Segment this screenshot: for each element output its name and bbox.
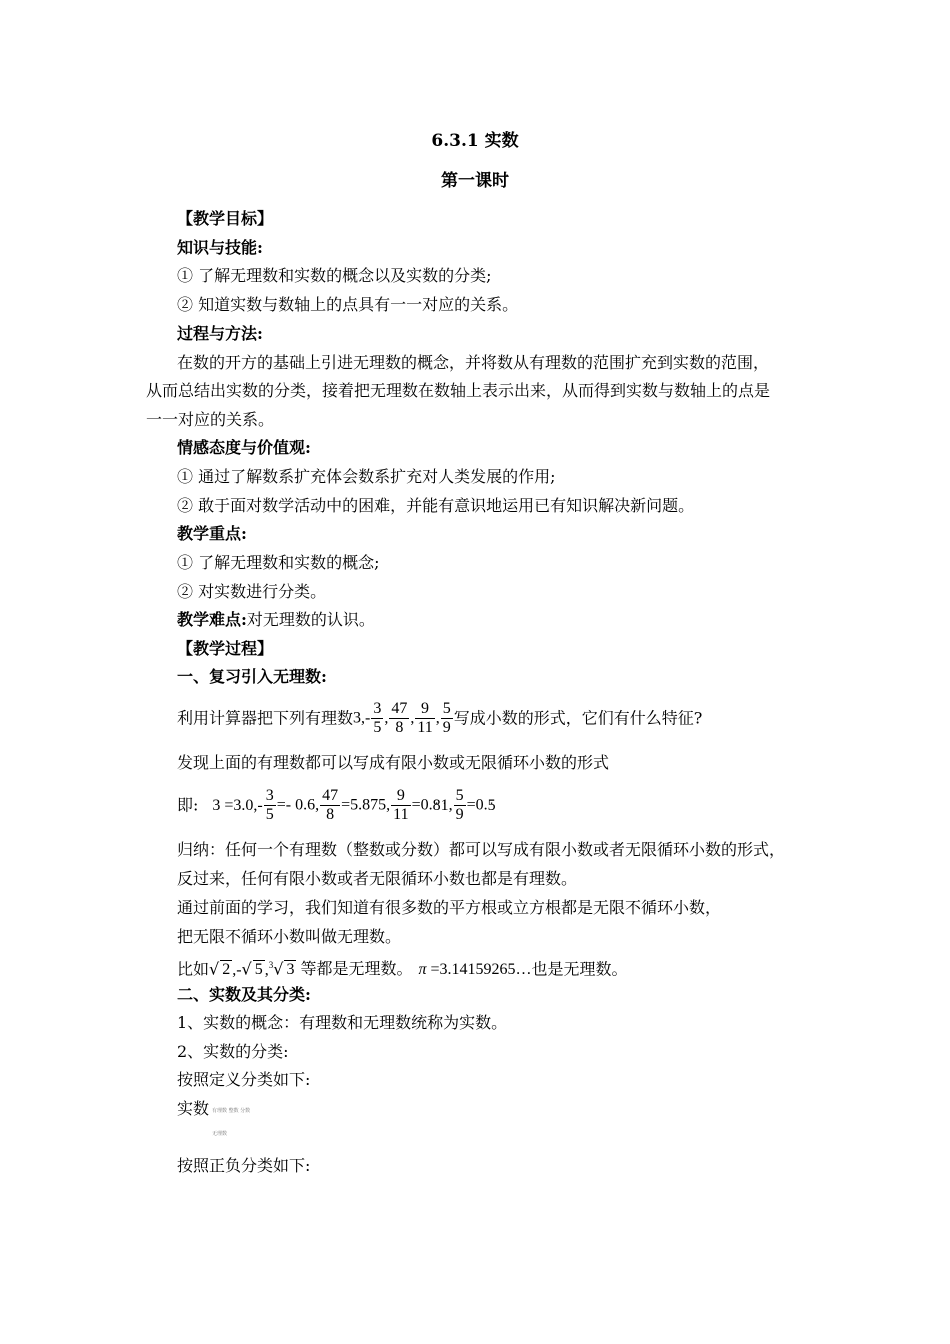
cube-root-index: 3 (268, 960, 274, 970)
answer-value-3-prefix: =0. (411, 796, 433, 814)
pi-symbol: π (418, 961, 427, 979)
key-point-2: ② 对实数进行分类。 (177, 582, 327, 601)
answer-three: 3 =3.0,- (212, 796, 263, 814)
fraction-numerator: 47 (322, 787, 339, 804)
question-prefix: 利用计算器把下列有理数 (177, 708, 354, 728)
fraction-3-5 (371, 700, 383, 737)
fraction-47-8 (320, 787, 340, 824)
comma: , (448, 796, 453, 814)
classification-tree-branch-1: 有理数 整数 分数 (212, 1108, 251, 1114)
fraction-denominator: 5 (373, 719, 382, 736)
radicand-5: 5 (254, 961, 263, 979)
knowledge-header: 知识与技能: (177, 238, 263, 257)
induction-line-1: 归纳：任何一个有理数（整数或分数）都可以写成有限小数或者无限循环小数的形式， (177, 840, 786, 859)
difficulty-line (177, 610, 375, 630)
sqrt-symbol: √ (209, 959, 220, 979)
process-paragraph-line-1: 在数的开方的基础上引进无理数的概念，并将数从有理数的范围扩充到实数的范围， (177, 353, 770, 372)
process-header: 过程与方法: (177, 324, 263, 343)
fraction-numerator: 47 (391, 700, 408, 717)
key-points-header: 教学重点: (177, 524, 247, 543)
fraction-numerator: 3 (265, 787, 274, 804)
knowledge-item-2: ② 知道实数与数轴上的点具有一一对应的关系。 (177, 295, 519, 314)
comma: , (264, 961, 269, 979)
learning-line-1: 通过前面的学习，我们知道有很多数的平方根或立方根都是无限不循环小数， (177, 898, 722, 917)
repeating-digit: · 5 (488, 797, 496, 814)
repeating-digit: · 8 (433, 797, 441, 814)
fraction-9-11 (391, 787, 410, 824)
learning-line-2: 把无限不循环小数叫做无理数。 (177, 927, 402, 946)
answer-line (177, 785, 496, 826)
classify-by-definition: 按照定义分类如下: (177, 1070, 311, 1089)
difficulty-text: 对无理数的认识。 (246, 610, 375, 629)
doc-title: 6.3.1 实数 (431, 131, 519, 151)
fraction-numerator: 3 (373, 700, 382, 717)
key-point-1: ① 了解无理数和实数的概念; (177, 553, 380, 572)
question-line (177, 698, 702, 739)
fraction-denominator: 8 (395, 719, 404, 736)
fraction-9-11 (415, 700, 434, 737)
fraction-numerator: 9 (391, 787, 410, 806)
answer-value-3 (412, 797, 453, 814)
comma: , (435, 709, 440, 727)
knowledge-item-1: ① 了解无理数和实数的概念以及实数的分类; (177, 266, 492, 285)
difficulty-label: 教学难点: (177, 610, 247, 629)
example-mid: 等都是无理数。 (300, 959, 413, 979)
fraction-denominator: 9 (442, 719, 451, 736)
answer-value-4 (467, 797, 496, 814)
pi-value: =3.14159265… (430, 961, 532, 979)
fraction-denominator: 8 (326, 806, 335, 823)
real-number-concept: 1、实数的概念：有理数和无理数统称为实数。 (177, 1013, 508, 1032)
comma: , (384, 709, 389, 727)
fraction-denominator: 5 (265, 806, 274, 823)
fraction-47-8 (389, 700, 409, 737)
sqrt-symbol: √ (241, 959, 252, 979)
comma: , (410, 709, 415, 727)
repeating-digit: · 1 (441, 797, 449, 814)
radicand-2: 2 (222, 961, 231, 979)
fraction-5-9 (441, 700, 453, 737)
process-paragraph-line-2: 从而总结出实数的分类，接着把无理数在数轴上表示出来，从而得到实数与数轴上的点是 (146, 381, 771, 400)
emotion-item-2: ② 敢于面对数学活动中的困难，并能有意识地运用已有知识解决新问题。 (177, 496, 695, 515)
emotion-item-1: ① 通过了解数系扩充体会数系扩充对人类发展的作用; (177, 467, 556, 486)
classification-tree-branch-2: 无理数 (212, 1131, 228, 1137)
finding-line: 发现上面的有理数都可以写成有限小数或无限循环小数的形式 (177, 753, 610, 772)
emotion-header: 情感态度与价值观: (177, 438, 311, 457)
objectives-header: 【教学目标】 (177, 209, 274, 228)
radicand-3: 3 (286, 961, 295, 979)
fraction-denominator: 9 (455, 806, 464, 823)
fraction-5-9 (454, 787, 466, 824)
answer-value-2: =5.875, (341, 796, 391, 814)
section-2-header: 二、实数及其分类: (177, 985, 311, 1004)
doc-subtitle: 第一课时 (441, 171, 509, 191)
question-suffix: 写成小数的形式，它们有什么特征? (453, 708, 703, 728)
minus-sign: ,- (232, 961, 242, 979)
ji-label: 即: (177, 795, 199, 815)
example-line (177, 954, 628, 981)
fraction-denominator: 11 (417, 719, 433, 736)
example-prefix: 比如 (177, 959, 210, 979)
cube-root-symbol: √ (273, 959, 284, 979)
answer-value-1: =- 0.6, (276, 796, 320, 814)
answer-value-4-prefix: =0. (466, 796, 488, 814)
classify-by-sign: 按照正负分类如下: (177, 1156, 311, 1175)
teaching-process-header: 【教学过程】 (177, 639, 274, 658)
real-number-classification: 2、实数的分类: (177, 1042, 289, 1061)
section-1-header: 一、复习引入无理数: (177, 667, 327, 686)
real-number-label: 实数 (177, 1099, 210, 1118)
fraction-denominator: 11 (393, 806, 409, 823)
fraction-3-5 (264, 787, 276, 824)
math-three: 3,- (353, 709, 371, 727)
fraction-numerator: 5 (442, 700, 451, 717)
example-suffix: 也是无理数。 (531, 959, 628, 979)
induction-line-2: 反过来，任何有限小数或者无限循环小数也都是有理数。 (177, 869, 578, 888)
process-paragraph-line-3: 一一对应的关系。 (146, 410, 275, 429)
fraction-numerator: 5 (455, 787, 464, 804)
fraction-numerator: 9 (415, 700, 434, 719)
